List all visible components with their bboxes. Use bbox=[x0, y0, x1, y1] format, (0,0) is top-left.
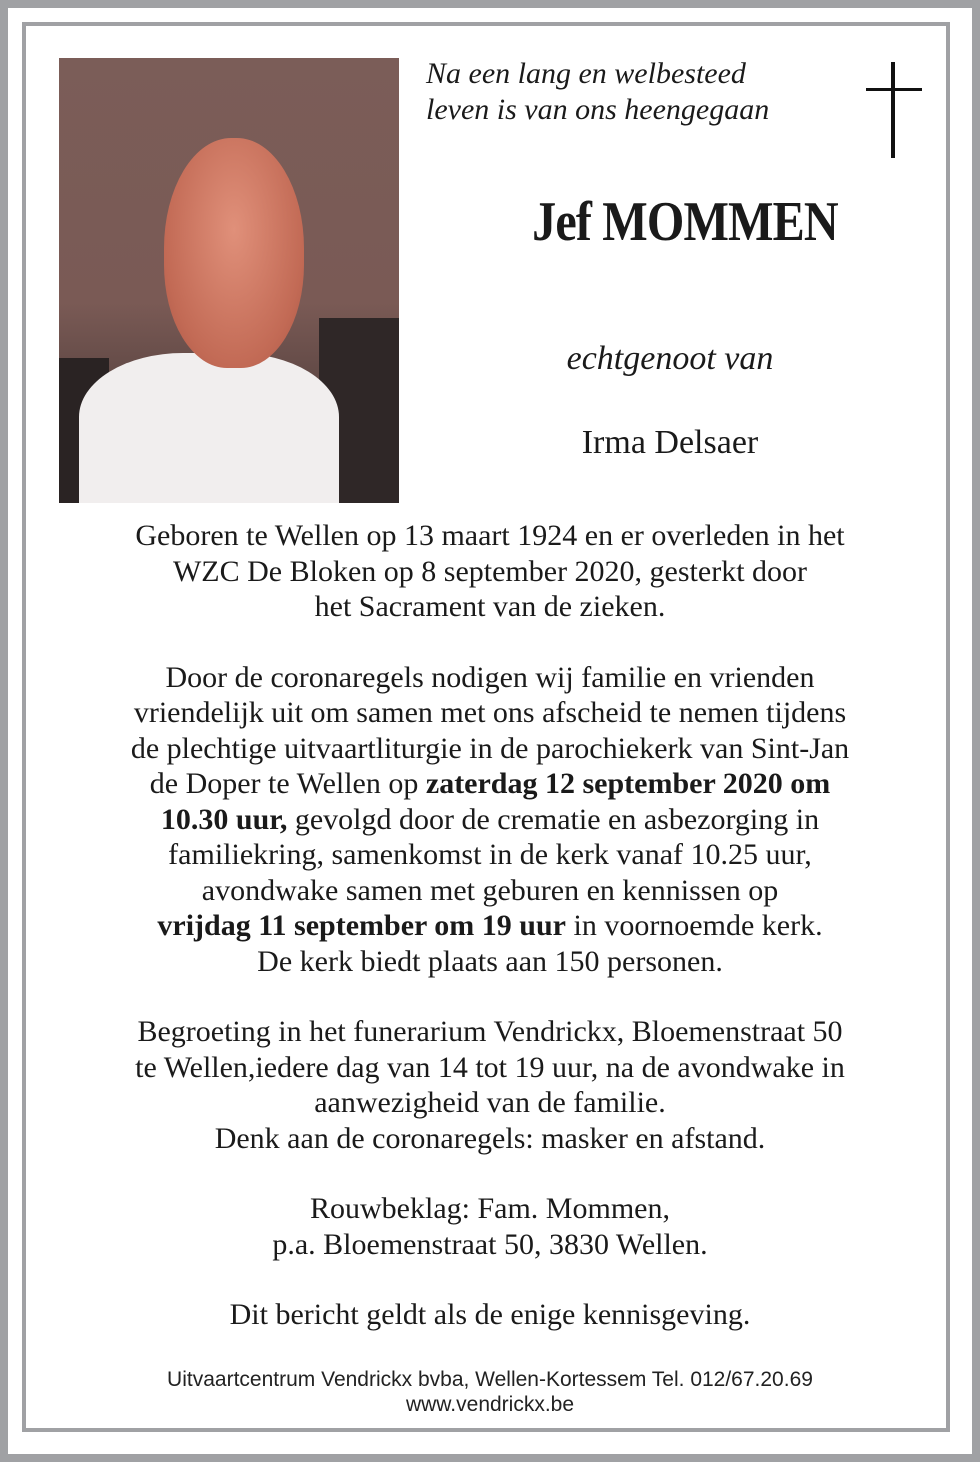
spouse-label: echtgenoot van bbox=[566, 340, 774, 377]
body-text: Begroeting in het funerarium Vendrickx, Bloemenstraat 50 bbox=[137, 1015, 843, 1048]
body-line bbox=[22, 873, 958, 909]
body-text: te Wellen,iedere dag van 14 tot 19 uur, na de avondwake in bbox=[135, 1050, 845, 1084]
body-line bbox=[22, 695, 958, 731]
body-line bbox=[22, 1085, 958, 1121]
portrait-photo bbox=[59, 58, 399, 503]
body-line bbox=[22, 1014, 958, 1050]
deceased-name: Jef MOMMEN bbox=[532, 191, 838, 253]
emphasized-text: zaterdag 12 september 2020 om bbox=[425, 767, 831, 800]
body-line bbox=[22, 1191, 958, 1227]
body-line bbox=[22, 1297, 958, 1333]
body-text: Geboren te Wellen op 13 maart 1924 en er overleden in het bbox=[135, 519, 845, 552]
body-text: vriendelijk uit om samen met ons afscheid te nemen tijdens bbox=[133, 696, 847, 729]
body-paragraph bbox=[22, 518, 958, 625]
body-line bbox=[22, 660, 958, 696]
body-line bbox=[22, 554, 958, 590]
body-text: Dit bericht geldt als de enige kennisgeving. bbox=[229, 1298, 751, 1331]
body-text: Door de coronaregels nodigen wij familie en vrienden bbox=[165, 660, 815, 694]
photo-head bbox=[164, 138, 304, 368]
body-text: p.a. Bloemenstraat 50, 3830 Wellen. bbox=[272, 1227, 708, 1261]
intro-text bbox=[426, 56, 769, 128]
body-paragraph bbox=[22, 1297, 958, 1333]
body-text: de plechtige uitvaartliturgie in de parochiekerk van Sint-Jan bbox=[130, 731, 850, 765]
body-text: WZC De Bloken op 8 september 2020, gesterkt door bbox=[172, 554, 808, 588]
body-line bbox=[22, 1227, 958, 1263]
emphasized-text: vrijdag 11 september om 19 uur bbox=[157, 909, 566, 942]
funeral-home-info: Uitvaartcentrum Vendrickx bvba, Wellen-Kortessem Tel. 012/67.20.69 bbox=[167, 1368, 813, 1391]
footer bbox=[22, 1367, 958, 1417]
cross-icon bbox=[866, 62, 922, 158]
body-line bbox=[22, 908, 958, 944]
body-paragraph bbox=[22, 1014, 958, 1156]
body-line bbox=[22, 1050, 958, 1086]
body-text: aanwezigheid van de familie. bbox=[314, 1086, 666, 1119]
obituary-body bbox=[22, 518, 958, 1368]
body-line bbox=[22, 731, 958, 767]
body-text: gevolgd door de crematie en asbezorging in bbox=[287, 802, 820, 836]
body-text: het Sacrament van de zieken. bbox=[314, 590, 666, 623]
emphasized-text: 10.30 uur, bbox=[160, 802, 288, 836]
body-paragraph bbox=[22, 1191, 958, 1262]
intro-line: Na een lang en welbesteed bbox=[426, 57, 746, 90]
photo-shirt bbox=[79, 353, 339, 503]
spouse-name: Irma Delsaer bbox=[581, 424, 759, 461]
body-text: familiekring, samenkomst in de kerk vanaf 10.25 uur, bbox=[168, 838, 812, 871]
body-line bbox=[22, 802, 958, 838]
body-text: avondwake samen met geburen en kennissen op bbox=[201, 873, 779, 907]
body-text: De kerk biedt plaats aan 150 personen. bbox=[257, 944, 723, 978]
intro-line: leven is van ons heengegaan bbox=[426, 93, 770, 126]
body-line bbox=[22, 837, 958, 873]
body-text: Denk aan de coronaregels: masker en afstand. bbox=[214, 1121, 766, 1155]
funeral-home-website[interactable]: www.vendrickx.be bbox=[405, 1393, 575, 1416]
body-line bbox=[22, 589, 958, 625]
body-paragraph bbox=[22, 660, 958, 980]
body-text: in voornoemde kerk. bbox=[565, 909, 823, 942]
body-line bbox=[22, 518, 958, 554]
body-line bbox=[22, 766, 958, 802]
body-text: Rouwbeklag: Fam. Mommen, bbox=[310, 1192, 670, 1225]
body-line bbox=[22, 1121, 958, 1157]
body-text: de Doper te Wellen op bbox=[149, 767, 426, 800]
body-line bbox=[22, 944, 958, 980]
